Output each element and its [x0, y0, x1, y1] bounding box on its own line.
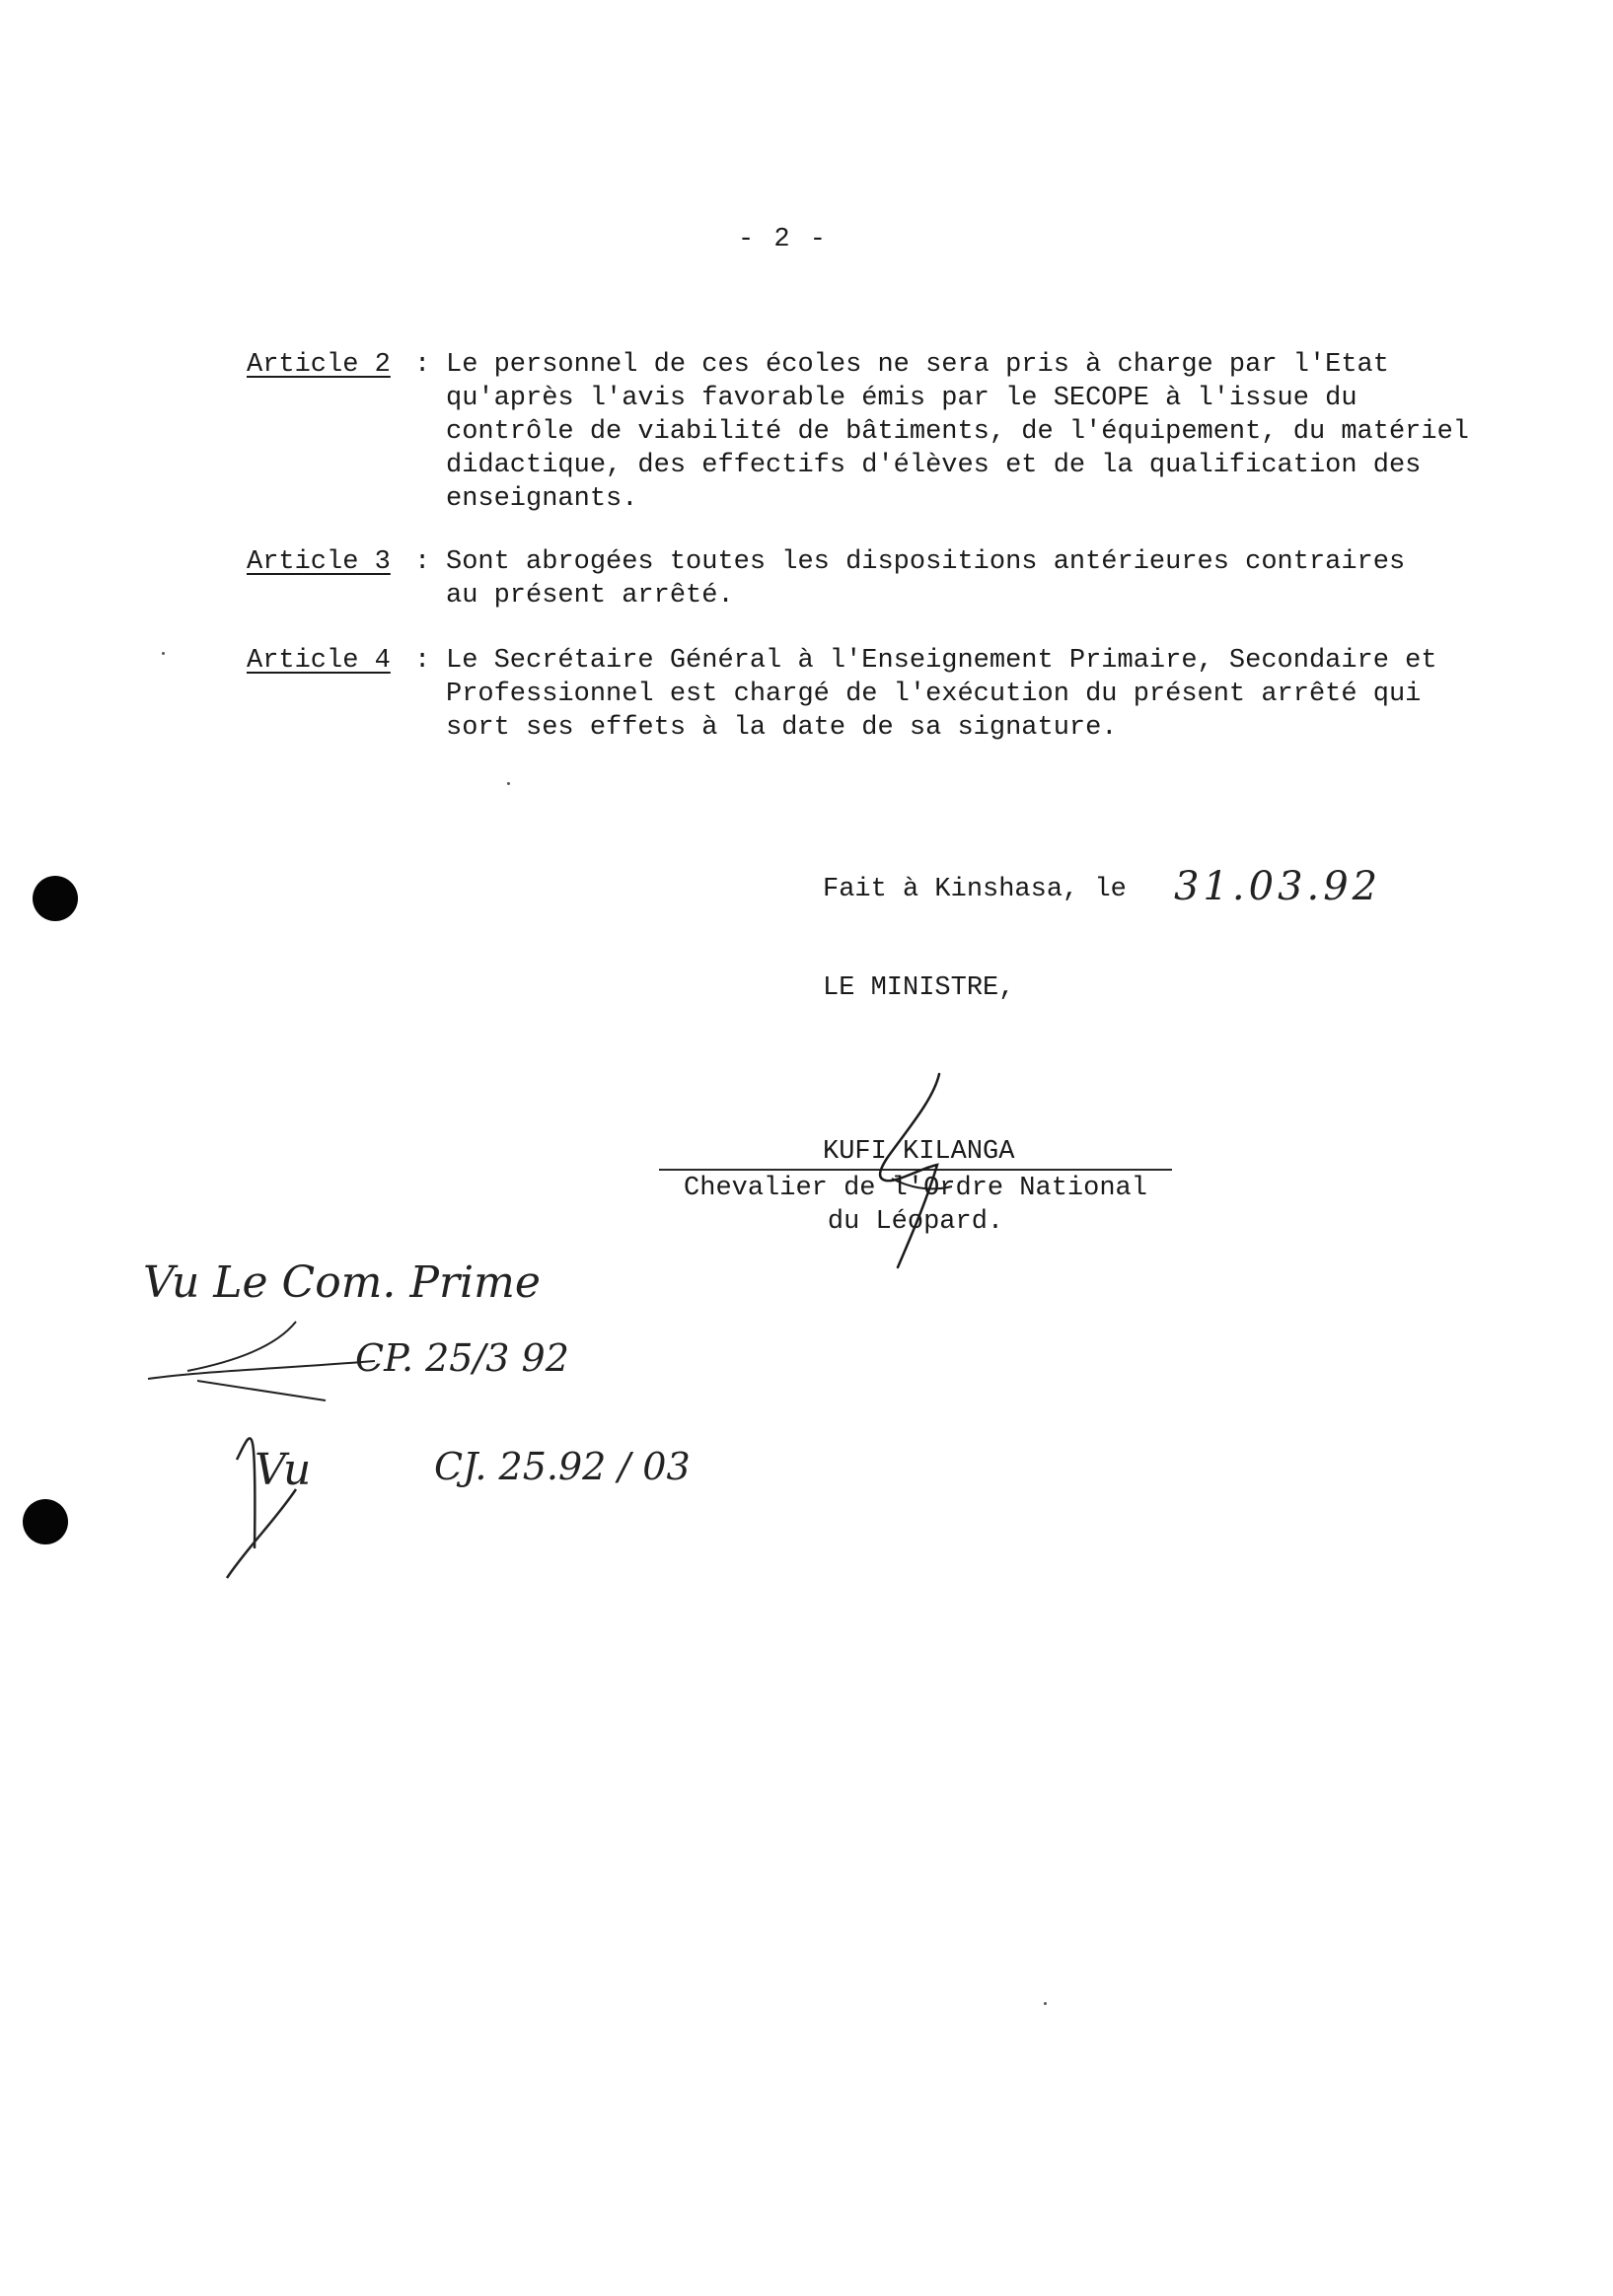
honor-line: du Léopard. [827, 1207, 1004, 1237]
article-line: enseignants. [446, 484, 638, 514]
article-line: Le personnel de ces écoles ne sera pris à charge par l'Etat [446, 350, 1389, 380]
article-body [446, 545, 1511, 612]
annotation-vu: Vu [255, 1445, 312, 1495]
article-label: Article 3 [247, 547, 391, 577]
annotation-cp-date: CP. 25/3 92 [355, 1336, 569, 1380]
page-number: - 2 - [738, 225, 829, 254]
handwritten-date: 31.03.92 [1174, 864, 1382, 909]
annotation-cj-date: CJ. 25.92 / 03 [434, 1445, 691, 1488]
minister-signature [868, 1070, 977, 1272]
punch-hole [23, 1499, 68, 1544]
place-and-date-label: Fait à Kinshasa, le [823, 875, 1127, 904]
article-line: contrôle de viabilité de bâtiments, de l'équipement, du matériel [446, 417, 1469, 447]
punch-hole [33, 876, 78, 921]
scan-speck [162, 652, 165, 655]
article-line: sort ses effets à la date de sa signature. [446, 713, 1118, 743]
article-line: didactique, des effectifs d'élèves et de la qualification des [446, 451, 1422, 480]
article-colon: : [414, 646, 431, 676]
scan-speck [1044, 2002, 1047, 2005]
article-line: qu'après l'avis favorable émis par le SECOPE à l'issue du [446, 384, 1357, 413]
article-line: Professionnel est chargé de l'exécution du présent arrêté qui [446, 680, 1422, 709]
minister-title: LE MINISTRE, [823, 973, 1015, 1003]
article-colon: : [414, 547, 431, 577]
article-line: au présent arrêté. [446, 581, 734, 610]
scan-speck [507, 782, 510, 785]
honor-line: Chevalier de l'Ordre National [684, 1174, 1147, 1203]
article-body [446, 348, 1511, 516]
article-label: Article 4 [247, 646, 391, 676]
article-line: Sont abrogées toutes les dispositions antérieures contraires [446, 547, 1406, 577]
article-line: Le Secrétaire Général à l'Enseignement Primaire, Secondaire et [446, 646, 1437, 676]
annotation-vu-comm: Vu Le Com. Prime [143, 1257, 541, 1308]
article-colon: : [414, 350, 431, 380]
article-label: Article 2 [247, 350, 391, 380]
signatory-name: KUFI KILANGA [823, 1137, 1015, 1167]
article-body [446, 644, 1511, 745]
